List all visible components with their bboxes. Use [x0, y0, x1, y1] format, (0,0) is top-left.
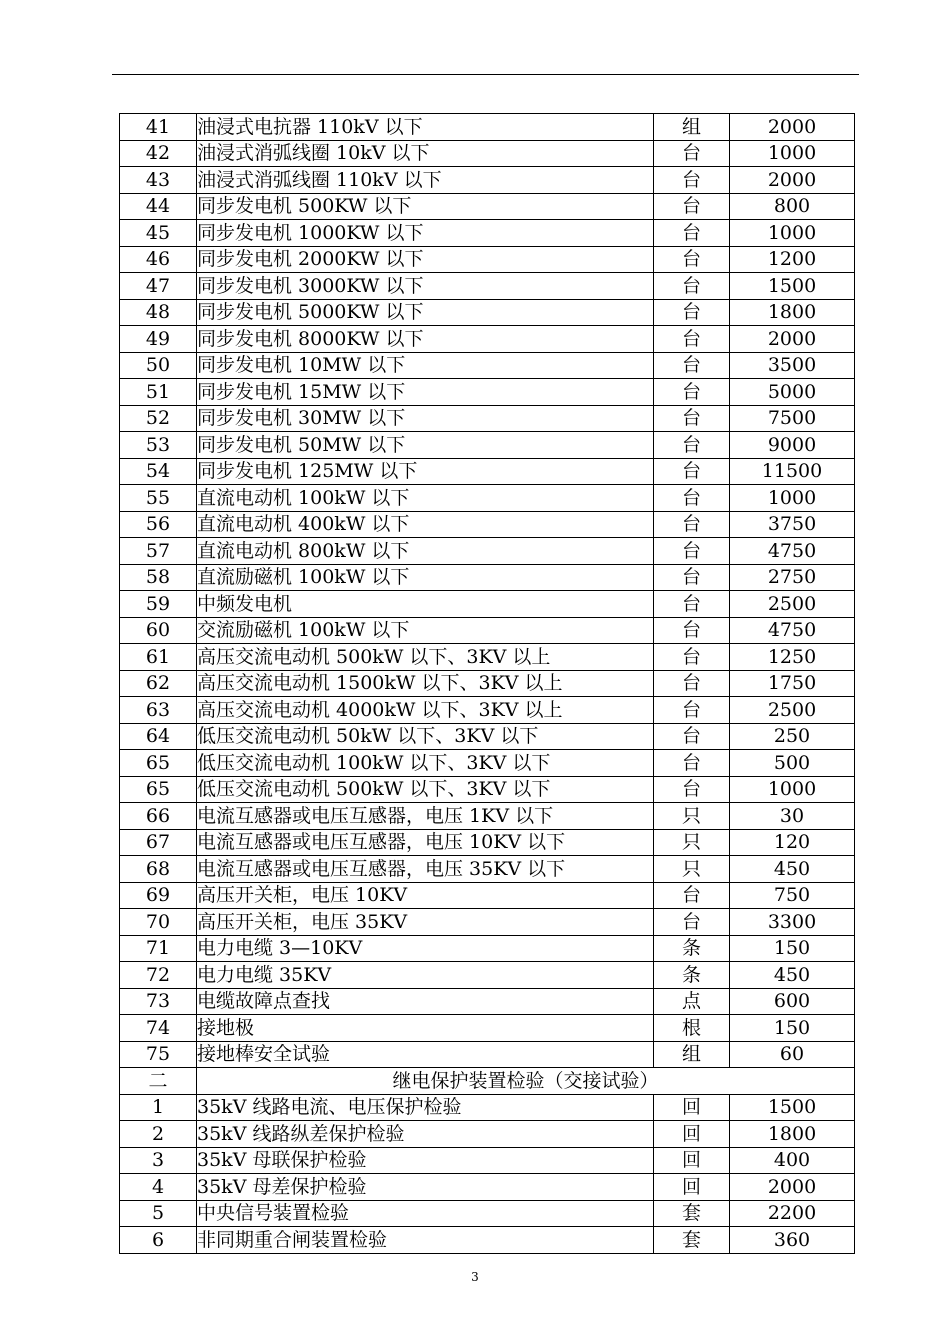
item-number: 47: [120, 273, 197, 300]
item-unit: 台: [654, 326, 730, 353]
item-price: 2000: [730, 167, 855, 194]
item-price: 600: [730, 988, 855, 1015]
item-number: 71: [120, 935, 197, 962]
table-row: [120, 246, 855, 273]
item-name: 非同期重合闸装置检验: [197, 1227, 654, 1254]
item-name: 同步发电机 3000KW 以下: [197, 273, 654, 300]
item-name: 电缆故障点查找: [197, 988, 654, 1015]
item-unit: 回: [654, 1147, 730, 1174]
page-number: 3: [471, 1270, 479, 1284]
item-number: 5: [120, 1200, 197, 1227]
item-number: 67: [120, 829, 197, 856]
item-price: 1000: [730, 485, 855, 512]
table-row: [120, 829, 855, 856]
item-price: 500: [730, 750, 855, 777]
item-name: 电流互感器或电压互感器，电压 10KV 以下: [197, 829, 654, 856]
item-unit: 台: [654, 564, 730, 591]
item-name: 油浸式电抗器 110kV 以下: [197, 114, 654, 141]
item-number: 4: [120, 1174, 197, 1201]
table-row: [120, 326, 855, 353]
item-unit: 台: [654, 538, 730, 565]
item-name: 高压交流电动机 500kW 以下、3KV 以上: [197, 644, 654, 671]
item-unit: 只: [654, 829, 730, 856]
item-unit: 台: [654, 379, 730, 406]
item-name: 高压开关柜，电压 35KV: [197, 909, 654, 936]
item-price: 60: [730, 1041, 855, 1068]
item-unit: 条: [654, 962, 730, 989]
item-name: 电流互感器或电压互感器，电压 35KV 以下: [197, 856, 654, 883]
item-name: 同步发电机 2000KW 以下: [197, 246, 654, 273]
item-unit: 只: [654, 856, 730, 883]
table-row: [120, 1200, 855, 1227]
item-unit: 台: [654, 591, 730, 618]
item-price: 2500: [730, 697, 855, 724]
item-name: 直流电动机 100kW 以下: [197, 485, 654, 512]
item-number: 46: [120, 246, 197, 273]
item-price: 1500: [730, 1094, 855, 1121]
table-row: [120, 776, 855, 803]
item-name: 电力电缆 35KV: [197, 962, 654, 989]
item-unit: 台: [654, 299, 730, 326]
table-row: [120, 352, 855, 379]
item-name: 低压交流电动机 500kW 以下、3KV 以下: [197, 776, 654, 803]
item-number: 62: [120, 670, 197, 697]
item-price: 2750: [730, 564, 855, 591]
table-row: [120, 299, 855, 326]
item-price: 1000: [730, 220, 855, 247]
item-number: 3: [120, 1147, 197, 1174]
item-unit: 点: [654, 988, 730, 1015]
table-row: [120, 564, 855, 591]
item-number: 48: [120, 299, 197, 326]
item-name: 低压交流电动机 50kW 以下、3KV 以下: [197, 723, 654, 750]
item-number: 57: [120, 538, 197, 565]
item-number: 43: [120, 167, 197, 194]
item-number: 50: [120, 352, 197, 379]
table-row: [120, 591, 855, 618]
item-name: 高压开关柜，电压 10KV: [197, 882, 654, 909]
table-row: [120, 697, 855, 724]
table-row: [120, 988, 855, 1015]
item-name: 35kV 母联保护检验: [197, 1147, 654, 1174]
item-unit: 台: [654, 352, 730, 379]
item-number: 65: [120, 776, 197, 803]
table-row: [120, 962, 855, 989]
section-number: 二: [120, 1068, 197, 1095]
item-price: 9000: [730, 432, 855, 459]
item-price: 2200: [730, 1200, 855, 1227]
section-title: 继电保护装置检验（交接试验）: [197, 1068, 855, 1095]
item-price: 4750: [730, 538, 855, 565]
item-unit: 台: [654, 432, 730, 459]
item-number: 58: [120, 564, 197, 591]
item-name: 直流电动机 800kW 以下: [197, 538, 654, 565]
item-price: 1200: [730, 246, 855, 273]
item-name: 同步发电机 5000KW 以下: [197, 299, 654, 326]
section-row: [120, 1068, 855, 1095]
table-row: [120, 458, 855, 485]
item-unit: 台: [654, 909, 730, 936]
item-unit: 套: [654, 1227, 730, 1254]
table-row: [120, 220, 855, 247]
item-number: 73: [120, 988, 197, 1015]
item-unit: 台: [654, 273, 730, 300]
item-price: 1500: [730, 273, 855, 300]
table-row: [120, 193, 855, 220]
item-name: 直流励磁机 100kW 以下: [197, 564, 654, 591]
table-row: [120, 856, 855, 883]
item-number: 53: [120, 432, 197, 459]
table-row: [120, 723, 855, 750]
item-price: 4750: [730, 617, 855, 644]
item-price: 1800: [730, 1121, 855, 1148]
item-name: 高压交流电动机 4000kW 以下、3KV 以上: [197, 697, 654, 724]
item-name: 油浸式消弧线圈 10kV 以下: [197, 140, 654, 167]
item-price: 1250: [730, 644, 855, 671]
table-row: [120, 538, 855, 565]
table-row: [120, 935, 855, 962]
item-name: 35kV 线路纵差保护检验: [197, 1121, 654, 1148]
table-row: [120, 167, 855, 194]
item-name: 同步发电机 125MW 以下: [197, 458, 654, 485]
item-number: 70: [120, 909, 197, 936]
item-unit: 台: [654, 617, 730, 644]
item-price: 1000: [730, 140, 855, 167]
item-number: 42: [120, 140, 197, 167]
item-number: 56: [120, 511, 197, 538]
table-row: [120, 1147, 855, 1174]
item-unit: 条: [654, 935, 730, 962]
item-price: 360: [730, 1227, 855, 1254]
item-price: 3300: [730, 909, 855, 936]
item-name: 低压交流电动机 100kW 以下、3KV 以下: [197, 750, 654, 777]
item-number: 69: [120, 882, 197, 909]
item-number: 61: [120, 644, 197, 671]
item-unit: 台: [654, 723, 730, 750]
table-row: [120, 273, 855, 300]
item-unit: 台: [654, 750, 730, 777]
item-number: 2: [120, 1121, 197, 1148]
item-unit: 台: [654, 670, 730, 697]
item-name: 中央信号装置检验: [197, 1200, 654, 1227]
item-price: 150: [730, 935, 855, 962]
item-number: 74: [120, 1015, 197, 1042]
item-name: 接地棒安全试验: [197, 1041, 654, 1068]
item-number: 64: [120, 723, 197, 750]
item-number: 45: [120, 220, 197, 247]
item-unit: 台: [654, 776, 730, 803]
price-table: [119, 113, 855, 1254]
item-name: 35kV 母差保护检验: [197, 1174, 654, 1201]
item-price: 450: [730, 962, 855, 989]
item-name: 同步发电机 15MW 以下: [197, 379, 654, 406]
table-row: [120, 1015, 855, 1042]
table-row: [120, 1094, 855, 1121]
table-row: [120, 750, 855, 777]
item-unit: 台: [654, 697, 730, 724]
item-number: 75: [120, 1041, 197, 1068]
table-row: [120, 644, 855, 671]
item-unit: 根: [654, 1015, 730, 1042]
item-number: 72: [120, 962, 197, 989]
item-name: 同步发电机 500KW 以下: [197, 193, 654, 220]
item-number: 63: [120, 697, 197, 724]
table-row: [120, 140, 855, 167]
item-number: 52: [120, 405, 197, 432]
item-price: 7500: [730, 405, 855, 432]
item-unit: 台: [654, 140, 730, 167]
table-row: [120, 803, 855, 830]
item-name: 同步发电机 50MW 以下: [197, 432, 654, 459]
item-name: 电力电缆 3—10KV: [197, 935, 654, 962]
item-price: 250: [730, 723, 855, 750]
item-number: 41: [120, 114, 197, 141]
item-name: 同步发电机 10MW 以下: [197, 352, 654, 379]
item-number: 68: [120, 856, 197, 883]
table-row: [120, 432, 855, 459]
item-unit: 组: [654, 114, 730, 141]
item-name: 油浸式消弧线圈 110kV 以下: [197, 167, 654, 194]
item-price: 5000: [730, 379, 855, 406]
item-name: 35kV 线路电流、电压保护检验: [197, 1094, 654, 1121]
item-price: 2000: [730, 1174, 855, 1201]
table-row: [120, 511, 855, 538]
table-row: [120, 670, 855, 697]
item-price: 2500: [730, 591, 855, 618]
item-unit: 回: [654, 1174, 730, 1201]
item-price: 3500: [730, 352, 855, 379]
item-unit: 台: [654, 405, 730, 432]
item-price: 150: [730, 1015, 855, 1042]
item-number: 54: [120, 458, 197, 485]
table-row: [120, 1121, 855, 1148]
item-unit: 套: [654, 1200, 730, 1227]
header-rule: [112, 74, 859, 75]
item-name: 电流互感器或电压互感器，电压 1KV 以下: [197, 803, 654, 830]
table-body: [120, 114, 855, 1254]
table-row: [120, 114, 855, 141]
item-name: 同步发电机 30MW 以下: [197, 405, 654, 432]
item-price: 3750: [730, 511, 855, 538]
item-name: 同步发电机 1000KW 以下: [197, 220, 654, 247]
item-unit: 台: [654, 485, 730, 512]
item-name: 中频发电机: [197, 591, 654, 618]
item-name: 高压交流电动机 1500kW 以下、3KV 以上: [197, 670, 654, 697]
item-unit: 台: [654, 167, 730, 194]
item-unit: 回: [654, 1094, 730, 1121]
table-row: [120, 379, 855, 406]
item-unit: 台: [654, 458, 730, 485]
item-price: 11500: [730, 458, 855, 485]
item-price: 450: [730, 856, 855, 883]
item-price: 2000: [730, 114, 855, 141]
item-price: 400: [730, 1147, 855, 1174]
item-unit: 只: [654, 803, 730, 830]
item-price: 120: [730, 829, 855, 856]
item-unit: 台: [654, 193, 730, 220]
item-number: 1: [120, 1094, 197, 1121]
item-unit: 台: [654, 511, 730, 538]
item-number: 66: [120, 803, 197, 830]
item-price: 2000: [730, 326, 855, 353]
item-price: 1750: [730, 670, 855, 697]
item-name: 交流励磁机 100kW 以下: [197, 617, 654, 644]
item-price: 750: [730, 882, 855, 909]
item-name: 接地极: [197, 1015, 654, 1042]
item-number: 60: [120, 617, 197, 644]
item-unit: 台: [654, 882, 730, 909]
item-number: 59: [120, 591, 197, 618]
table-row: [120, 882, 855, 909]
item-unit: 台: [654, 644, 730, 671]
item-number: 49: [120, 326, 197, 353]
table-row: [120, 1041, 855, 1068]
item-number: 51: [120, 379, 197, 406]
item-number: 44: [120, 193, 197, 220]
item-price: 1800: [730, 299, 855, 326]
item-price: 1000: [730, 776, 855, 803]
item-price: 30: [730, 803, 855, 830]
table-row: [120, 909, 855, 936]
table-row: [120, 485, 855, 512]
item-unit: 台: [654, 246, 730, 273]
table-row: [120, 1174, 855, 1201]
item-number: 65: [120, 750, 197, 777]
item-name: 直流电动机 400kW 以下: [197, 511, 654, 538]
item-unit: 组: [654, 1041, 730, 1068]
item-price: 800: [730, 193, 855, 220]
item-number: 6: [120, 1227, 197, 1254]
item-number: 55: [120, 485, 197, 512]
item-unit: 回: [654, 1121, 730, 1148]
item-name: 同步发电机 8000KW 以下: [197, 326, 654, 353]
item-unit: 台: [654, 220, 730, 247]
table-row: [120, 617, 855, 644]
table-row: [120, 405, 855, 432]
table-row: [120, 1227, 855, 1254]
